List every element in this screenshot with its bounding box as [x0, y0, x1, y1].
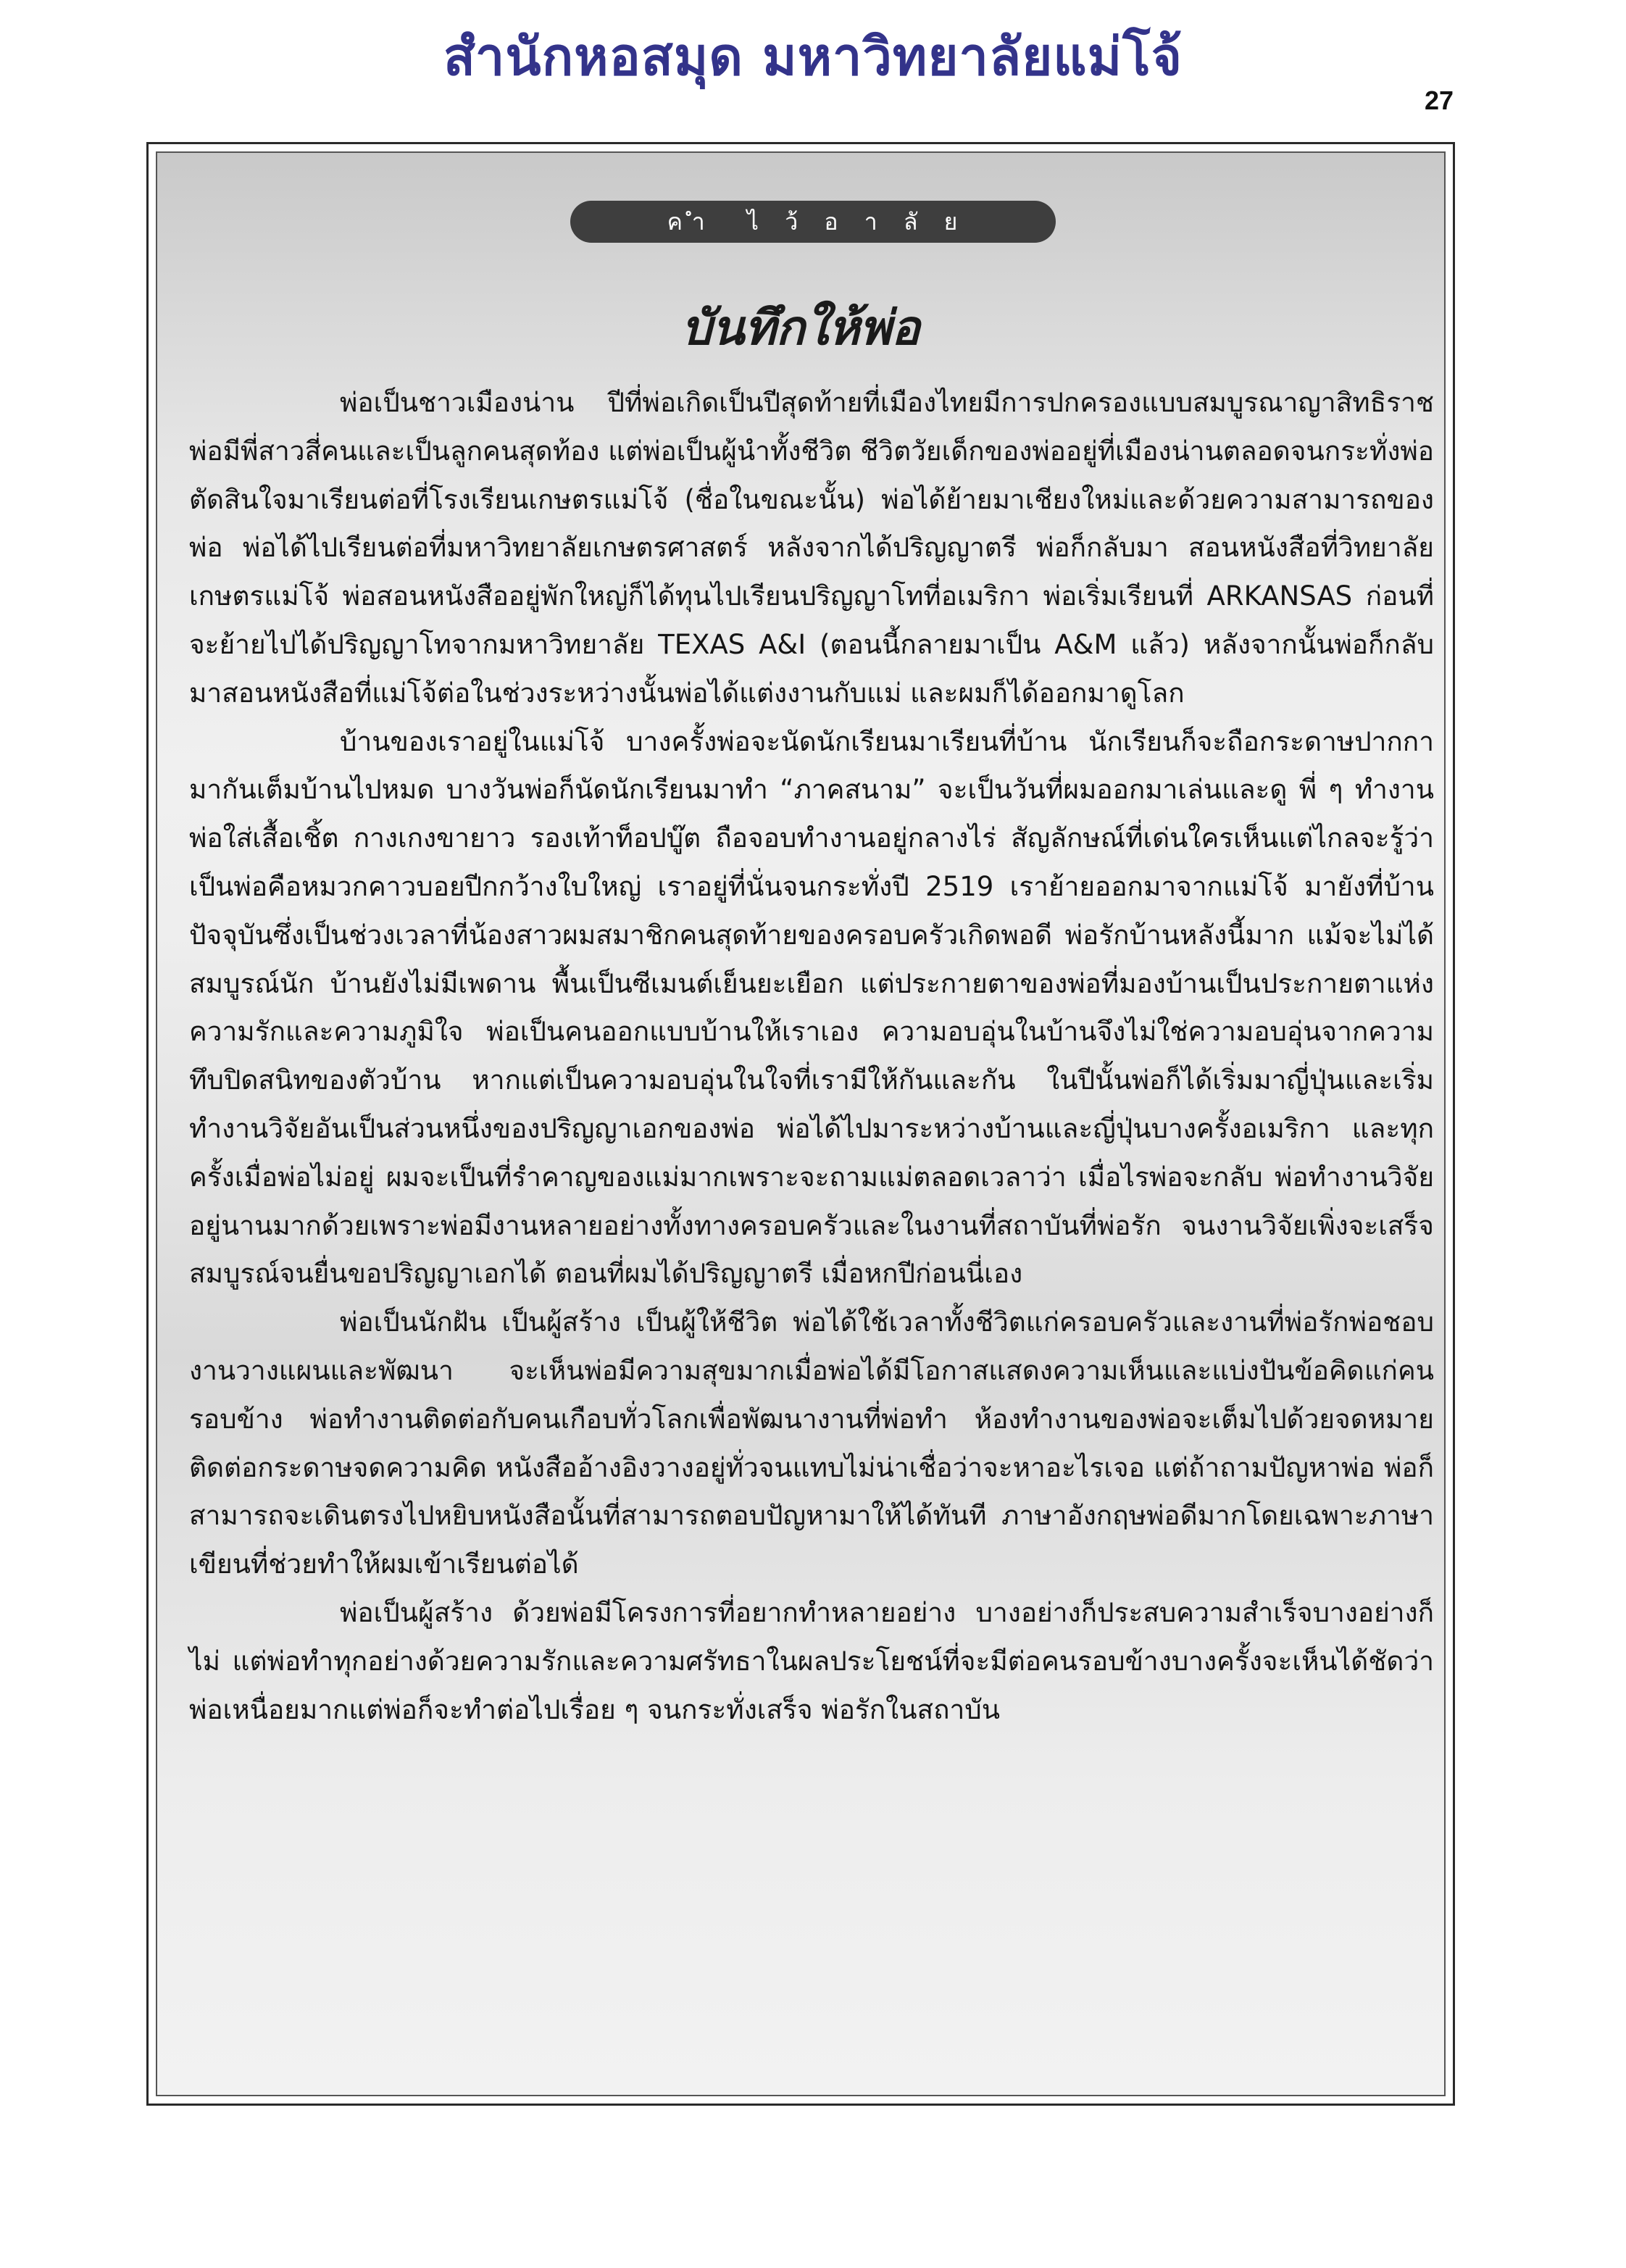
article-frame [146, 142, 1455, 2106]
article-title: บันทึกให้พ่อ [681, 299, 920, 356]
paragraph: บ้านของเราอยู่ในแม่โจ้ บางครั้งพ่อจะนัดนักเรียนมาเรียนที่บ้าน นักเรียนก็จะถือกระดาษปากกามากันเต็มบ้านไปหมด บางวันพ่อก็นัดนักเรียนมาทำ “ภาคสนาม” จะเป็นวันที่ผมออกมาเล่นและดู พี่ ๆ ทำงาน พ่อใส่เสื้อเชิ้ต กางเกงขายาว รองเท้าท็อปบู๊ต ถือจอบทำงานอยู่กลางไร่ สัญลักษณ์ที่เด่นใครเห็นแต่ไกลจะรู้ว่าเป็นพ่อคือหมวกคาวบอยปีกกว้างใบใหญ่ เราอยู่ที่นั่นจนกระทั่งปี 2519 เราย้ายออกมาจากแม่โจ้ มายังที่บ้านปัจจุบันซึ่งเป็นช่วงเวลาที่น้องสาวผมสมาชิกคนสุดท้ายของครอบครัวเกิดพอดี พ่อรักบ้านหลังนี้มาก แม้จะไม่ได้สมบูรณ์นัก บ้านยังไม่มีเพดาน พื้นเป็นซีเมนต์เย็นยะเยือก แต่ประกายตาของพ่อที่มองบ้านเป็นประกายตาแห่งความรักและความภูมิใจ พ่อเป็นคนออกแบบบ้านให้เราเอง ความอบอุ่นในบ้านจึงไม่ใช่ความอบอุ่นจากความทึบปิดสนิทของตัวบ้าน หากแต่เป็นความอบอุ่นในใจที่เรามีให้กันและกัน ในปีนั้นพ่อก็ได้เริ่มมาญี่ปุ่นและเริ่มทำงานวิจัยอันเป็นส่วนหนึ่งของปริญญาเอกของพ่อ พ่อได้ไปมาระหว่างบ้านและญี่ปุ่นบางครั้งอเมริกา และทุกครั้งเมื่อพ่อไม่อยู่ ผมจะเป็นที่รำคาญของแม่มากเพราะจะถามแม่ตลอดเวลาว่า เมื่อไรพ่อจะกลับ พ่อทำงานวิจัยอยู่นานมากด้วยเพราะพ่อมีงานหลายอย่างทั้งทางครอบครัวและในงานที่สถาบันที่พ่อรัก จนงานวิจัยเพิ่งจะเสร็จสมบูรณ์จนยื่นขอปริญญาเอกได้ ตอนที่ผมได้ปริญญาตรี เมื่อหกปีก่อนนี่เอง [189, 725, 1434, 1290]
page-number: 27 [1424, 86, 1454, 115]
paragraph: พ่อเป็นนักฝัน เป็นผู้สร้าง เป็นผู้ให้ชีวิต พ่อได้ใช้เวลาทั้งชีวิตแก่ครอบครัวและงานที่พ่อรักพ่อชอบงานวางแผนและพัฒนา จะเห็นพ่อมีความสุขมากเมื่อพ่อได้มีโอกาสแสดงความเห็นและแบ่งปันข้อคิดแก่คนรอบข้าง พ่อทำงานติดต่อกับคนเกือบทั่วโลกเพื่อพัฒนางานที่พ่อทำ ห้องทำงานของพ่อจะเต็มไปด้วยจดหมายติดต่อกระดาษจดความคิด หนังสืออ้างอิงวางอยู่ทั่วจนแทบไม่น่าเชื่อว่าจะหาอะไรเจอ แต่ถ้าถามปัญหาพ่อ พ่อก็สามารถจะเดินตรงไปหยิบหนังสือนั้นที่สามารถตอบปัญหามาให้ได้ทันที ภาษาอังกฤษพ่อดีมากโดยเฉพาะภาษาเขียนที่ช่วยทำให้ผมเข้าเรียนต่อได้ [189, 1306, 1434, 1580]
article-body [189, 379, 1434, 1734]
library-header: สำนักหอสมุด มหาวิทยาลัยแม่โจ้ [443, 26, 1183, 87]
section-banner: ค ำ ไ ว้ อ า ลั ย [570, 201, 1056, 243]
paragraph: พ่อเป็นผู้สร้าง ด้วยพ่อมีโครงการที่อยากทำหลายอย่าง บางอย่างก็ประสบความสำเร็จบางอย่างก็ไม่ แต่พ่อทำทุกอย่างด้วยความรักและความศรัทธาในผลประโยชน์ที่จะมีต่อคนรอบข้างบางครั้งจะเห็นได้ชัดว่าพ่อเหนื่อยมากแต่พ่อก็จะทำต่อไปเรื่อย ๆ จนกระทั่งเสร็จ พ่อรักในสถาบัน [189, 1596, 1434, 1725]
paragraph: พ่อเป็นชาวเมืองน่าน ปีที่พ่อเกิดเป็นปีสุดท้ายที่เมืองไทยมีการปกครองแบบสมบูรณาญาสิทธิราช พ่อมีพี่สาวสี่คนและเป็นลูกคนสุดท้อง แต่พ่อเป็นผู้นำทั้งชีวิต ชีวิตวัยเด็กของพ่ออยู่ที่เมืองน่านตลอดจนกระทั่งพ่อตัดสินใจมาเรียนต่อที่โรงเรียนเกษตรแม่โจ้ (ชื่อในขณะนั้น) พ่อได้ย้ายมาเชียงใหม่และด้วยความสามารถของพ่อ พ่อได้ไปเรียนต่อที่มหาวิทยาลัยเกษตรศาสตร์ หลังจากได้ปริญญาตรี พ่อก็กลับมา สอนหนังสือที่วิทยาลัยเกษตรแม่โจ้ พ่อสอนหนังสืออยู่พักใหญ่ก็ได้ทุนไปเรียนปริญญาโทที่อเมริกา พ่อเริ่มเรียนที่ ARKANSAS ก่อนที่จะย้ายไปได้ปริญญาโทจากมหาวิทยาลัย TEXAS A&I (ตอนนี้กลายมาเป็น A&M แล้ว) หลังจากนั้นพ่อก็กลับมาสอนหนังสือที่แม่โจ้ต่อในช่วงระหว่างนั้นพ่อได้แต่งงานกับแม่ และผมก็ได้ออกมาดูโลก [189, 387, 1434, 709]
article-panel [156, 151, 1446, 2096]
